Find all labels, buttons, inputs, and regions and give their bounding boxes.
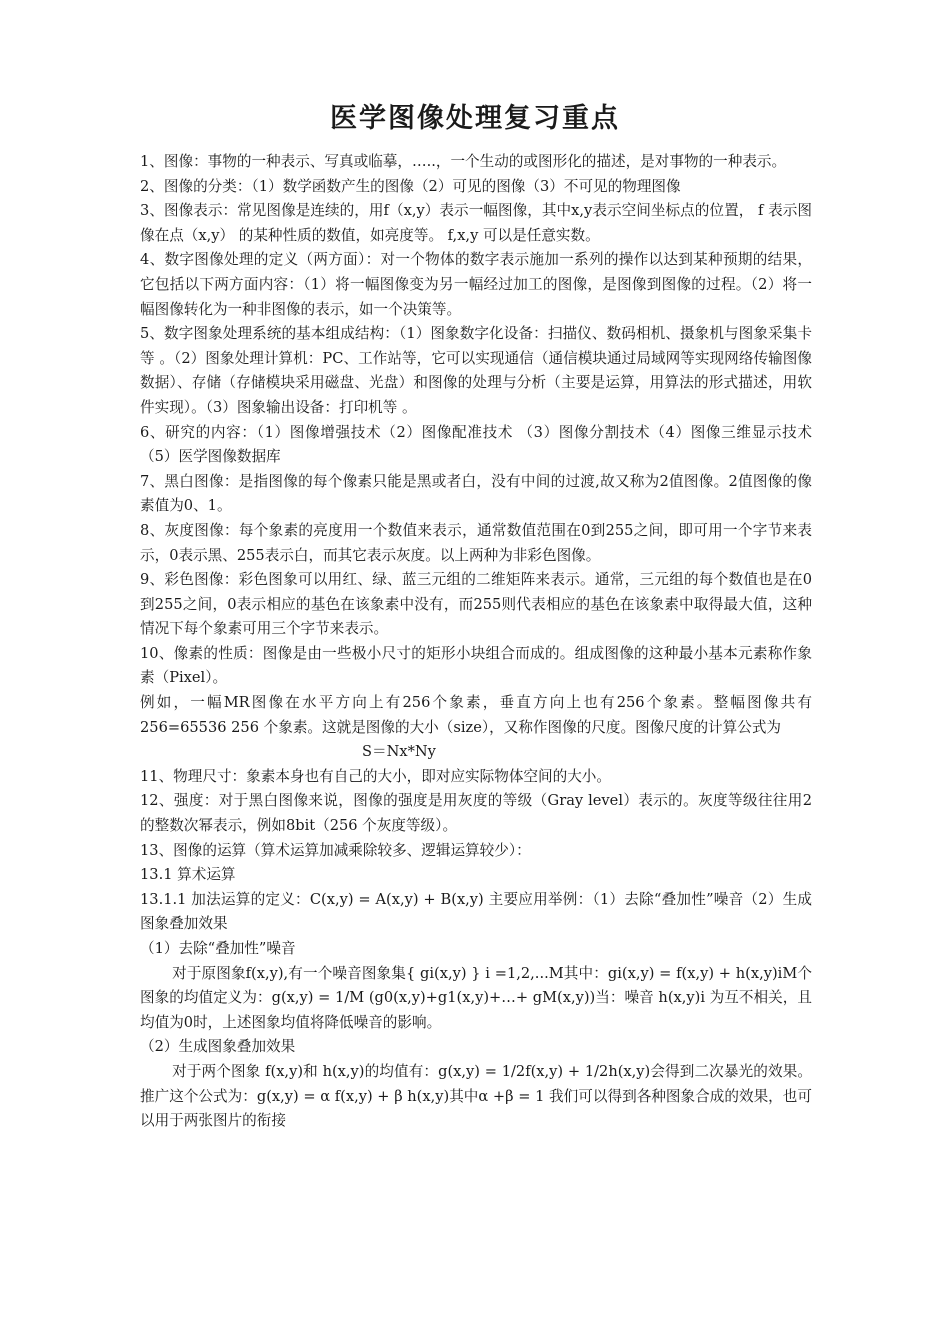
document-body [140,150,812,1134]
heading-remove-additive-noise: （1）去除“叠加性”噪音 [140,940,296,957]
paragraph-color-image: 9、彩色图像：彩色图象可以用红、绿、蓝三元组的二维矩阵来表示。通常，三元组的每个数值也是在0到255之间，0表示相应的基色在该象素中没有，而255则代表相应的基色在该象素中取得最大值，这种情况下每个象素可用三个字节来表示。 [140,571,812,638]
paragraph-addition-definition: 13.1.1 加法运算的定义：C(x,y) = A(x,y) + B(x,y) 主要应用举例：（1）去除“叠加性”噪音（2）生成图象叠加效果 [140,890,812,933]
heading-overlay-effect: （2）生成图象叠加效果 [140,1038,296,1056]
paragraph-image-operations: 13、图像的运算（算术运算加减乘除较多、逻辑运算较少）： [140,841,531,859]
paragraph-grayscale-image: 8、灰度图像：每个象素的亮度用一个数值来表示，通常数值范围在0到255之间，即可用一个字节来表示，0表示黑、255表示白，而其它表示灰度。以上两种为非彩色图像。 [140,521,812,564]
paragraph-overlay-formula: 对于两个图象 f(x,y)和 h(x,y)的均值有：g(x,y) = 1/2f(x,y) + 1/2h(x,y)会得到二次暴光的效果。推广这个公式为：g(x,y) = α f(x,y) + β h(x,y)其中α +β = 1 我们可以得到各种图象合成的效果，也可以用于两张图片的衔接 [140,1062,812,1130]
paragraph-system-structure: 5、数字图象处理系统的基本组成结构：（1）图象数字化设备：扫描仪、数码相机、摄象机与图象采集卡等 。（2）图象处理计算机：PC、工作站等，它可以实现通信（通信模块通过局域网等实现网络传输图像数据）、存储（存储模块采用磁盘、光盘）和图像的处理与分析（主要是运算，用算法的形式描述，用软件实现）。（3）图象输出设备：打印机等 。 [140,325,812,416]
paragraph-research-content: 6、研究的内容：（1）图像增强技术（2）图像配准技术 （3）图像分割技术（4）图像三维显示技术（5）医学图像数据库 [140,423,812,466]
paragraph-pixel-properties: 10、像素的性质：图像是由一些极小尺寸的矩形小块组合而成的。组成图像的这种最小基本元素称作象素（Pixel）。 [140,644,812,687]
paragraph-physical-size: 11、物理尺寸：象素本身也有自己的大小，即对应实际物体空间的大小。 [140,767,611,785]
paragraph-pixel-example: 例如，一幅MR图像在水平方向上有256个象素，垂直方向上也有256个象素。整幅图像共有 256=65536 256 个象素。这就是图像的大小（size），又称作图像的尺度。图像尺度的计算公式为 [140,694,812,736]
paragraph-image-classification: 2、图像的分类：（1）数学函数产生的图像（2）可见的图像（3）不可见的物理图像 [140,177,681,195]
paragraph-intensity: 12、强度：对于黑白图像来说，图像的强度是用灰度的等级（Gray level）表示的。灰度等级往往用2的整数次幂表示，例如8bit（256 个灰度等级）。 [140,792,812,835]
paragraph-digital-processing-definition: 4、数字图像处理的定义（两方面）：对一个物体的数字表示施加一系列的操作以达到某种预期的结果，它包括以下两方面内容：（1）将一幅图像变为另一幅经过加工的图像，是图像到图像的过程。（2）将一幅图像转化为一种非图像的表示，如一个决策等。 [140,251,812,318]
document-title: 医学图像处理复习重点 [330,103,620,134]
paragraph-binary-image: 7、黑白图像：是指图像的每个像素只能是黑或者白，没有中间的过渡,故又称为2值图像。2值图像的像素值为0、1。 [140,472,812,515]
heading-arithmetic-operations: 13.1 算术运算 [140,866,236,884]
paragraph-image-definition: 1、图像：事物的一种表示、写真或临摹，…..，一个生动的或图形化的描述，是对事物的一种表示。 [140,153,787,170]
paragraph-image-representation: 3、图像表示：常见图像是连续的，用f（x,y）表示一幅图像，其中x,y表示空间坐标点的位置， f 表示图像在点（x,y） 的某种性质的数值，如亮度等。 f,x,y 可以是任意实数。 [140,202,812,244]
formula-image-size: S＝Nx*Ny [362,743,436,761]
paragraph-noise-averaging: 对于原图象f(x,y),有一个噪音图象集{ gi(x,y) } i =1,2,...M其中：gi(x,y) = f(x,y) + h(x,y)iM个图象的均值定义为：g(x,y) = 1/M (g0(x,y)+g1(x,y)+…+ gM(x,y))当：噪音 h(x,y)i 为互不相关，且均值为0时，上述图象均值将降低噪音的影响。 [140,964,812,1031]
